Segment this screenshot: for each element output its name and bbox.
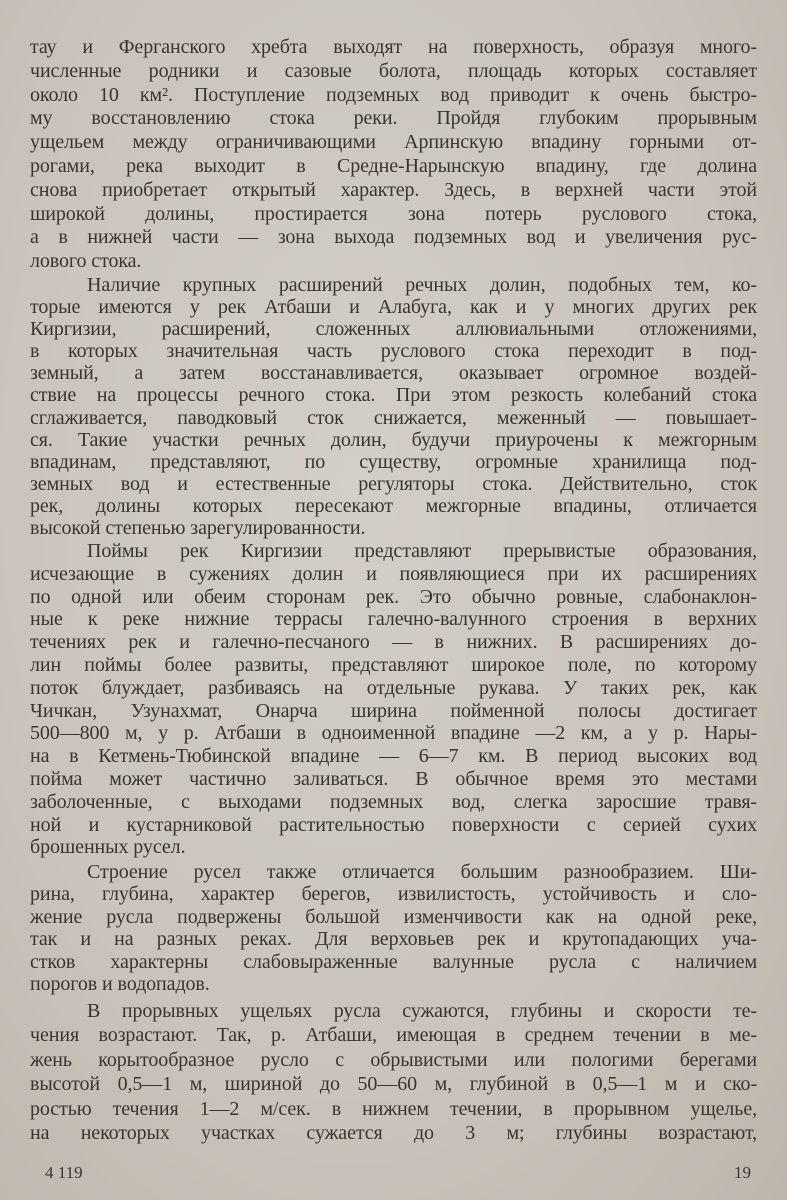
text-line: ствие на процессы речного стока. При этом резкость колебаний стока: [30, 384, 757, 407]
text-line: рогами, река выходит в Средне-Нарынскую впадину, где долина: [30, 154, 757, 177]
text-line: снова приобретает открытый характер. Здесь, в верхней части этой: [30, 178, 757, 201]
text-line: по одной или обеим сторонам рек. Это обычно ровные, слабонаклон-: [30, 585, 757, 608]
text-line: поток блуждает, разбиваясь на отдельные рукава. У таких рек, как: [30, 676, 757, 699]
text-line: му восстановлению стока реки. Пройдя глубоким прорывным: [30, 107, 757, 130]
text-line: так и на разных реках. Для верховьев рек и крутопадающих уча-: [30, 928, 757, 951]
text-line: 500—800 м, у р. Атбаши в одноименной впадине —2 км, а у р. Нары-: [30, 722, 757, 745]
page-number: 19: [734, 1163, 751, 1182]
text-line: течениях рек и галечно-песчаного — в нижних. В расширениях до-: [30, 631, 757, 654]
text-line: в которых значительная часть руслового стока переходит в под-: [30, 340, 757, 363]
text-line: порогов и водопадов.: [30, 972, 210, 995]
paragraph: [30, 861, 757, 995]
text-line: высотой 0,5—1 м, шириной до 50—60 м, глубиной в 0,5—1 м и ско-: [30, 1073, 757, 1096]
text-line: ной и кустарниковой растительностью поверхности с серией сухих: [30, 813, 757, 836]
text-line: около 10 км². Поступление подземных вод приводит к очень быстро-: [30, 83, 757, 106]
text-line: заболоченные, с выходами подземных вод, слегка заросшие травя-: [30, 790, 757, 813]
text-line: чения возрастают. Так, р. Атбаши, имеющая в среднем течении в ме-: [30, 1024, 757, 1047]
text-line: а в нижней части — зона выхода подземных вод и увеличения рус-: [30, 226, 757, 249]
text-line: тау и Ферганского хребта выходят на поверхность, образуя много-: [30, 36, 757, 58]
text-line: сглаживается, паводковый сток снижается, меженный — повышает-: [30, 406, 757, 429]
text-line: ные к реке нижние террасы галечно-валунного строения в верхних: [30, 608, 757, 631]
paragraph: [30, 540, 757, 859]
text-line: В прорывных ущельях русла сужаются, глубины и скорости те-: [87, 1000, 757, 1022]
text-line: на в Кетмень-Тюбинской впадине — 6—7 км. В период высоких вод: [30, 745, 757, 768]
text-line: Поймы рек Киргизии представляют прерывистые образования,: [87, 540, 757, 562]
text-line: Киргизии, расширений, сложенных аллювиальными отложениями,: [30, 318, 757, 341]
paragraph: [30, 274, 757, 539]
text-line: лин поймы более развиты, представляют широкое поле, по которому: [30, 653, 757, 676]
text-line: Строение русел также отличается большим разнообразием. Ши-: [87, 861, 757, 883]
text-line: численные родники и сазовые болота, площадь которых составляет: [30, 59, 757, 82]
text-line: широкой долины, простирается зона потерь руслового стока,: [30, 202, 757, 225]
paragraph: [30, 36, 757, 274]
text-line: ся. Такие участки речных долин, будучи приурочены к межгорным: [30, 428, 757, 451]
printer-signature-mark: 4 119: [45, 1163, 83, 1182]
text-line: высокой степенью зарегулированности.: [30, 517, 366, 540]
text-line: на некоторых участках сужается до 3 м; глубины возрастают,: [30, 1121, 757, 1144]
text-line: ростью течения 1—2 м/сек. в нижнем течении, в прорывном ущелье,: [30, 1097, 757, 1120]
text-line: Наличие крупных расширений речных долин, подобных тем, ко-: [87, 274, 757, 296]
text-line: впадинам, представляют, по существу, огромные хранилища под-: [30, 450, 757, 473]
text-line: жение русла подвержены большой изменчивости как на одной реке,: [30, 905, 757, 928]
text-line: пойма может частично заливаться. В обычное время это местами: [30, 767, 757, 790]
text-line: торые имеются у рек Атбаши и Алабуга, как и у многих других рек: [30, 296, 757, 319]
text-line: брошенных русел.: [30, 836, 186, 859]
text-line: стков характерны слабовыраженные валунные русла с наличием: [30, 950, 757, 973]
text-line: Чичкан, Узунахмат, Онарча ширина пойменной полосы достигает: [30, 699, 757, 722]
text-line: жень корытообразное русло с обрывистыми или пологими берегами: [30, 1048, 757, 1071]
text-line: земный, а затем восстанавливается, оказывает огромное воздей-: [30, 362, 757, 385]
text-line: исчезающие в сужениях долин и появляющиеся при их расширениях: [30, 562, 757, 585]
text-line: лового стока.: [30, 250, 142, 273]
text-line: рина, глубина, характер берегов, извилистость, устойчивость и сло-: [30, 883, 757, 906]
text-line: земных вод и естественные регуляторы стока. Действительно, сток: [30, 472, 757, 495]
text-line: рек, долины которых пересекают межгорные впадины, отличается: [30, 494, 757, 517]
text-line: ущельем между ограничивающими Арпинскую впадину горными от-: [30, 131, 757, 154]
paragraph: [30, 999, 757, 1145]
